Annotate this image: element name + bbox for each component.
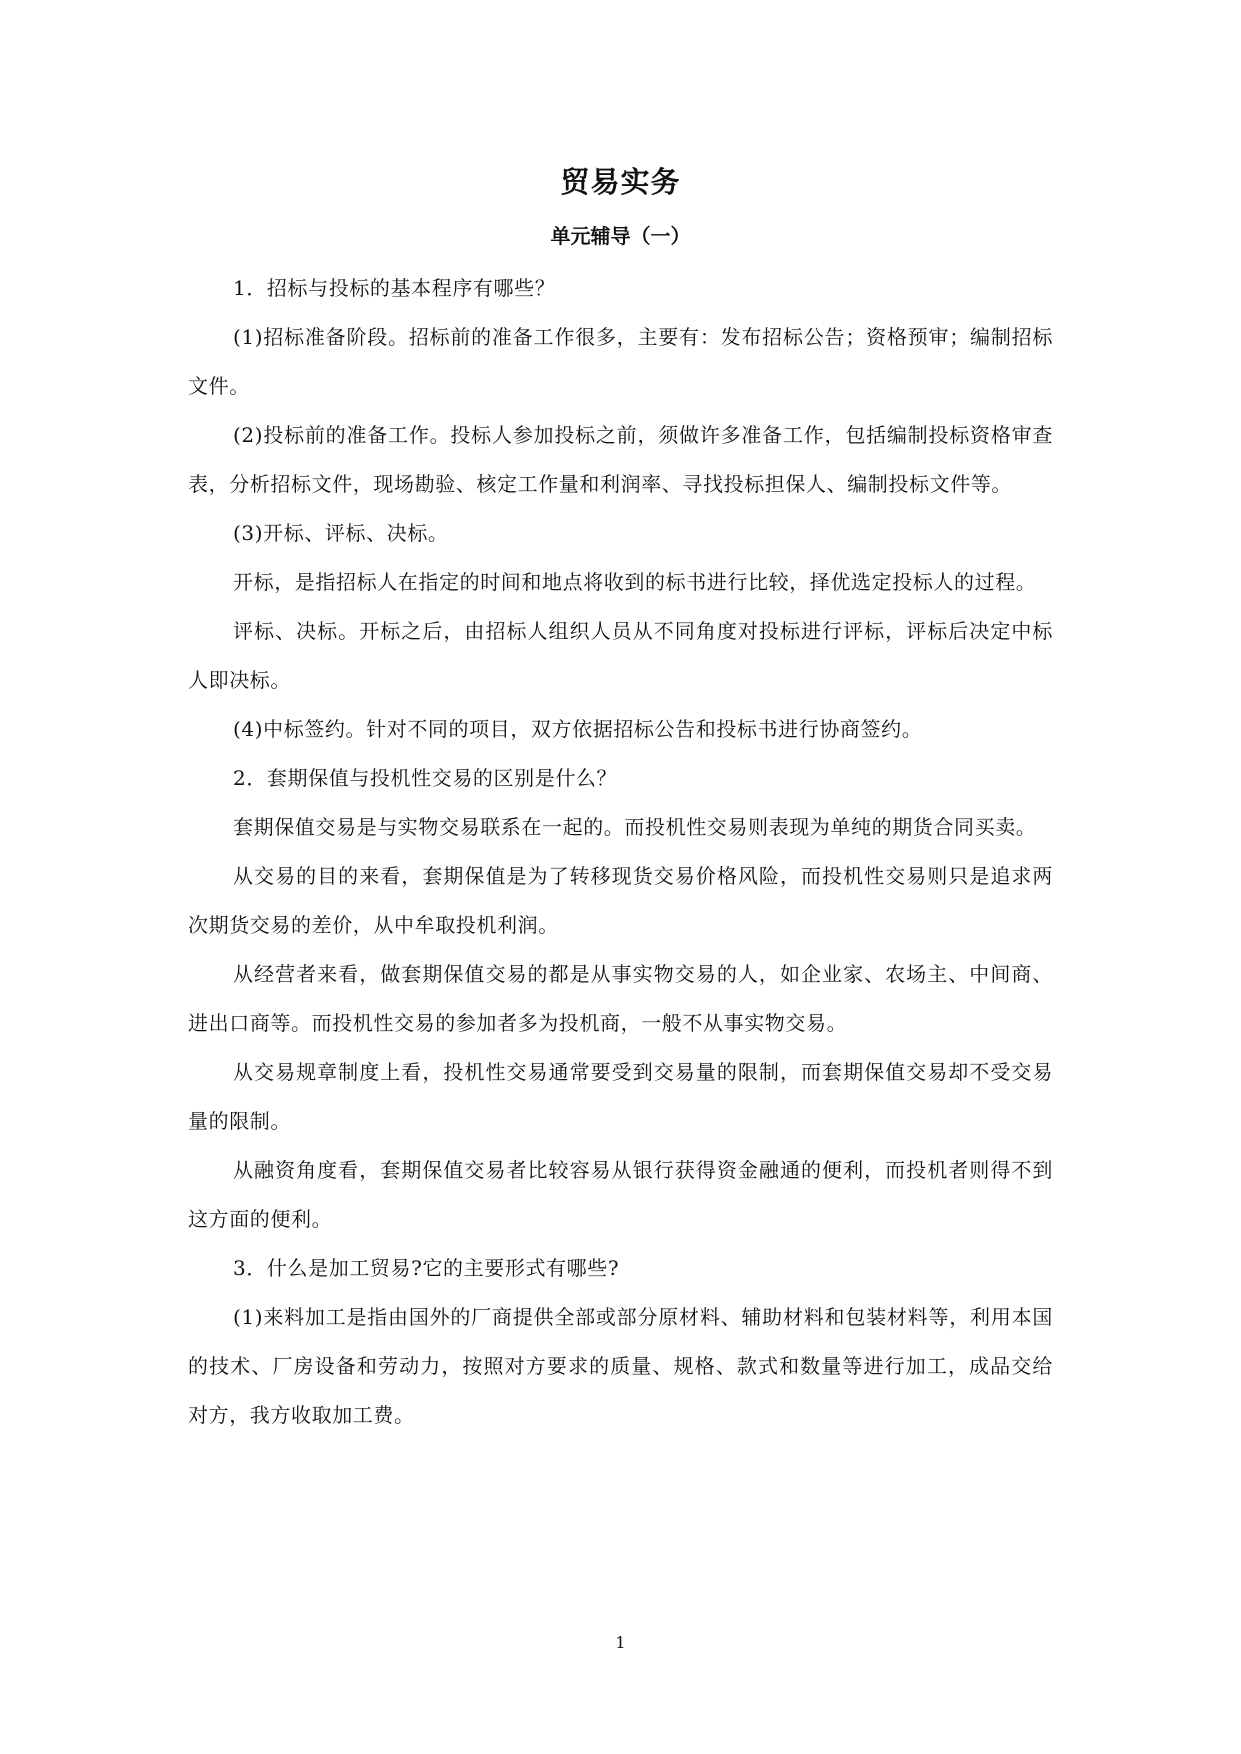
document-body: [188, 150, 1053, 1440]
question-2: 2．套期保值与投机性交易的区别是什么？: [233, 766, 618, 790]
answer-2-para-4: 从交易规章制度上看，投机性交易通常要受到交易量的限制，而套期保值交易却不受交易量的限制。: [188, 1060, 1053, 1133]
answer-1-step-1: (1)招标准备阶段。招标前的准备工作很多，主要有：发布招标公告；资格预审；编制招标文件。: [188, 325, 1053, 398]
answer-1-step-2: (2)投标前的准备工作。投标人参加投标之前，须做许多准备工作，包括编制投标资格审查表，分析招标文件，现场勘验、核定工作量和利润率、寻找投标担保人、编制投标文件等。: [188, 423, 1053, 496]
answer-1-step-3-opening: 开标，是指招标人在指定的时间和地点将收到的标书进行比较，择优选定投标人的过程。: [233, 570, 1037, 594]
question-1: 1．招标与投标的基本程序有哪些？: [233, 276, 556, 300]
answer-2-para-5: 从融资角度看，套期保值交易者比较容易从银行获得资金融通的便利，而投机者则得不到这方面的便利。: [188, 1158, 1053, 1231]
question-3: 3．什么是加工贸易?它的主要形式有哪些?: [233, 1256, 620, 1280]
answer-2-para-2: 从交易的目的来看，套期保值是为了转移现货交易价格风险，而投机性交易则只是追求两次期货交易的差价，从中牟取投机利润。: [188, 864, 1053, 937]
answer-3-para-1: (1)来料加工是指由国外的厂商提供全部或部分原材料、辅助材料和包装材料等，利用本国的技术、厂房设备和劳动力，按照对方要求的质量、规格、款式和数量等进行加工，成品交给对方，我方收取加工费。: [188, 1305, 1053, 1427]
answer-1-step-3-evaluation: 评标、决标。开标之后，由招标人组织人员从不同角度对投标进行评标，评标后决定中标人即决标。: [188, 619, 1053, 692]
answer-1-step-4: (4)中标签约。针对不同的项目，双方依据招标公告和投标书进行协商签约。: [233, 717, 923, 741]
answer-2-para-1: 套期保值交易是与实物交易联系在一起的。而投机性交易则表现为单纯的期货合同买卖。: [233, 815, 1037, 839]
answer-2-para-3: 从经营者来看，做套期保值交易的都是从事实物交易的人，如企业家、农场主、中间商、进出口商等。而投机性交易的参加者多为投机商，一般不从事实物交易。: [188, 962, 1053, 1035]
page-number: 1: [615, 1633, 626, 1652]
document-subtitle: 单元辅导（一）: [550, 224, 691, 248]
document-title: 贸易实务: [560, 165, 681, 199]
answer-1-step-3: (3)开标、评标、决标。: [233, 521, 449, 545]
